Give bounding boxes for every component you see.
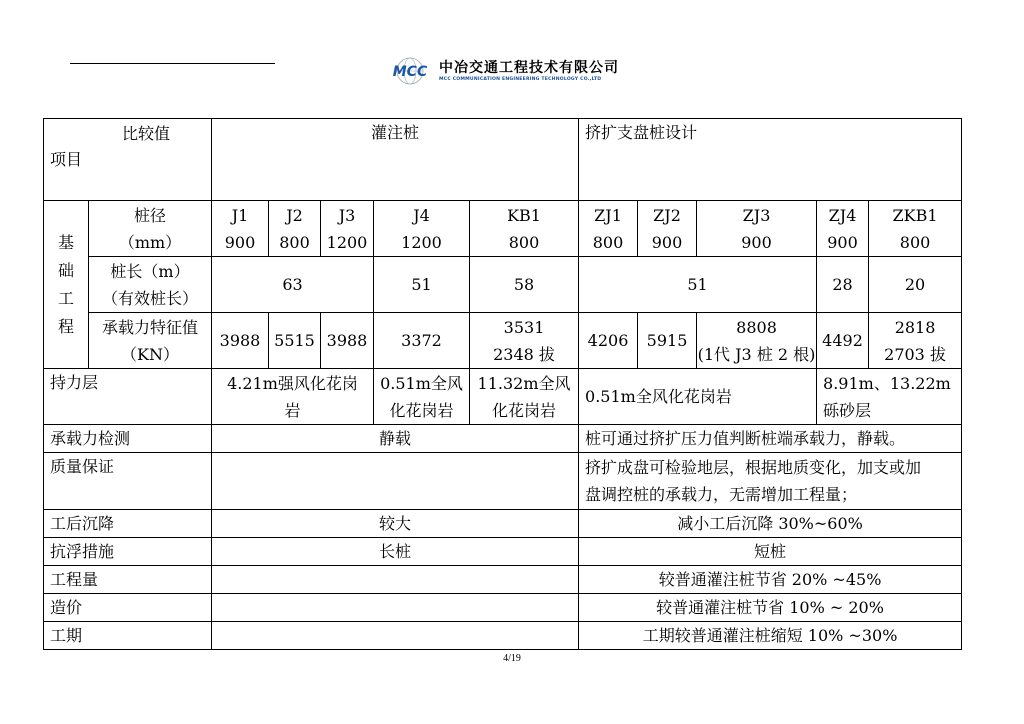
detect-bored: 静载 (212, 425, 579, 453)
bearing-cell: 4.21m强风化花岗 岩 (212, 369, 374, 425)
capacity-cell: 8808 (1代 J3 桩 2 根) (697, 313, 817, 369)
length-label: 桩长（m） （有效桩长） (89, 257, 212, 313)
table-row-quantity (44, 566, 962, 594)
diameter-cell: ZKB1 800 (869, 201, 962, 257)
table-row-period (44, 622, 962, 650)
period-label: 工期 (44, 622, 212, 650)
length-cell: 51 (374, 257, 470, 313)
bearing-label: 持力层 (44, 369, 212, 425)
bearing-cell: 0.51m全风化花岗岩 (579, 369, 817, 425)
company-name-cn: 中冶交通工程技术有限公司 (439, 59, 619, 76)
quantity-squeeze: 较普通灌注桩节省 20% ~45% (579, 566, 962, 594)
antifloat-squeeze: 短桩 (579, 538, 962, 566)
length-cell: 58 (470, 257, 579, 313)
settlement-bored: 较大 (212, 510, 579, 538)
comparison-table (43, 118, 962, 650)
logo-mark-text: MCC (392, 64, 428, 80)
mcc-logo-icon (385, 57, 435, 85)
company-name-en: MCC COMMUNICATION ENGINEERING TECHNOLOGY CO.,LTD (439, 76, 602, 82)
diameter-cell: ZJ1 800 (579, 201, 638, 257)
page-number: 4/19 (503, 653, 521, 664)
table-row-detect (44, 425, 962, 453)
detect-label: 承载力检测 (44, 425, 212, 453)
capacity-label: 承载力特征值 （KN） (89, 313, 212, 369)
table-row-diameter (44, 201, 962, 257)
foundation-label: 基 础 工 程 (44, 201, 89, 369)
antifloat-bored: 长桩 (212, 538, 579, 566)
length-cell: 20 (869, 257, 962, 313)
cost-label: 造价 (44, 594, 212, 622)
diameter-cell: ZJ2 900 (638, 201, 697, 257)
quality-bored (212, 453, 579, 510)
diameter-cell: ZJ3 900 (697, 201, 817, 257)
diameter-cell: J4 1200 (374, 201, 470, 257)
quality-label: 质量保证 (44, 453, 212, 510)
quantity-bored (212, 566, 579, 594)
diameter-cell: J3 1200 (321, 201, 374, 257)
col-header-bored-pile: 灌注桩 (212, 119, 579, 201)
header-corner-cell (44, 119, 212, 201)
diameter-cell: J2 800 (269, 201, 321, 257)
quantity-label: 工程量 (44, 566, 212, 594)
capacity-cell: 3531 2348 拔 (470, 313, 579, 369)
cost-squeeze: 较普通灌注桩节省 10% ~ 20% (579, 594, 962, 622)
diameter-cell: KB1 800 (470, 201, 579, 257)
table-row-bearing (44, 369, 962, 425)
table-row-cost (44, 594, 962, 622)
capacity-cell: 5515 (269, 313, 321, 369)
table-row-capacity (44, 313, 962, 369)
cost-bored (212, 594, 579, 622)
settlement-label: 工后沉降 (44, 510, 212, 538)
quality-squeeze: 挤扩成盘可检验地层，根据地质变化，加支或加 盘调控桩的承载力，无需增加工程量； (579, 453, 962, 510)
period-bored (212, 622, 579, 650)
diameter-cell: J1 900 (212, 201, 269, 257)
bearing-cell: 8.91m、13.22m 砾砂层 (817, 369, 962, 425)
capacity-cell: 2818 2703 拔 (869, 313, 962, 369)
corner-compare: 比较值 (122, 124, 171, 143)
capacity-cell: 3988 (321, 313, 374, 369)
table-row-antifloat (44, 538, 962, 566)
table-header-row (44, 119, 962, 201)
length-cell: 28 (817, 257, 869, 313)
bearing-cell: 0.51m全风 化花岗岩 (374, 369, 470, 425)
capacity-cell: 3372 (374, 313, 470, 369)
length-cell: 63 (212, 257, 374, 313)
capacity-cell: 5915 (638, 313, 697, 369)
bearing-cell: 11.32m全风 化花岗岩 (470, 369, 579, 425)
table-row-settlement (44, 510, 962, 538)
table-row-quality (44, 453, 962, 510)
col-header-squeeze-pile: 挤扩支盘桩设计 (579, 119, 962, 201)
length-cell: 51 (579, 257, 817, 313)
settlement-squeeze: 减小工后沉降 30%~60% (579, 510, 962, 538)
diameter-label: 桩径 （mm） (89, 201, 212, 257)
detect-squeeze: 桩可通过挤扩压力值判断桩端承载力，静载。 (579, 425, 962, 453)
header-rule (70, 63, 275, 64)
capacity-cell: 4206 (579, 313, 638, 369)
capacity-cell: 4492 (817, 313, 869, 369)
period-squeeze: 工期较普通灌注桩缩短 10% ~30% (579, 622, 962, 650)
table-row-length (44, 257, 962, 313)
corner-item: 项目 (50, 150, 83, 169)
antifloat-label: 抗浮措施 (44, 538, 212, 566)
company-logo (385, 54, 619, 88)
diameter-cell: ZJ4 900 (817, 201, 869, 257)
capacity-cell: 3988 (212, 313, 269, 369)
